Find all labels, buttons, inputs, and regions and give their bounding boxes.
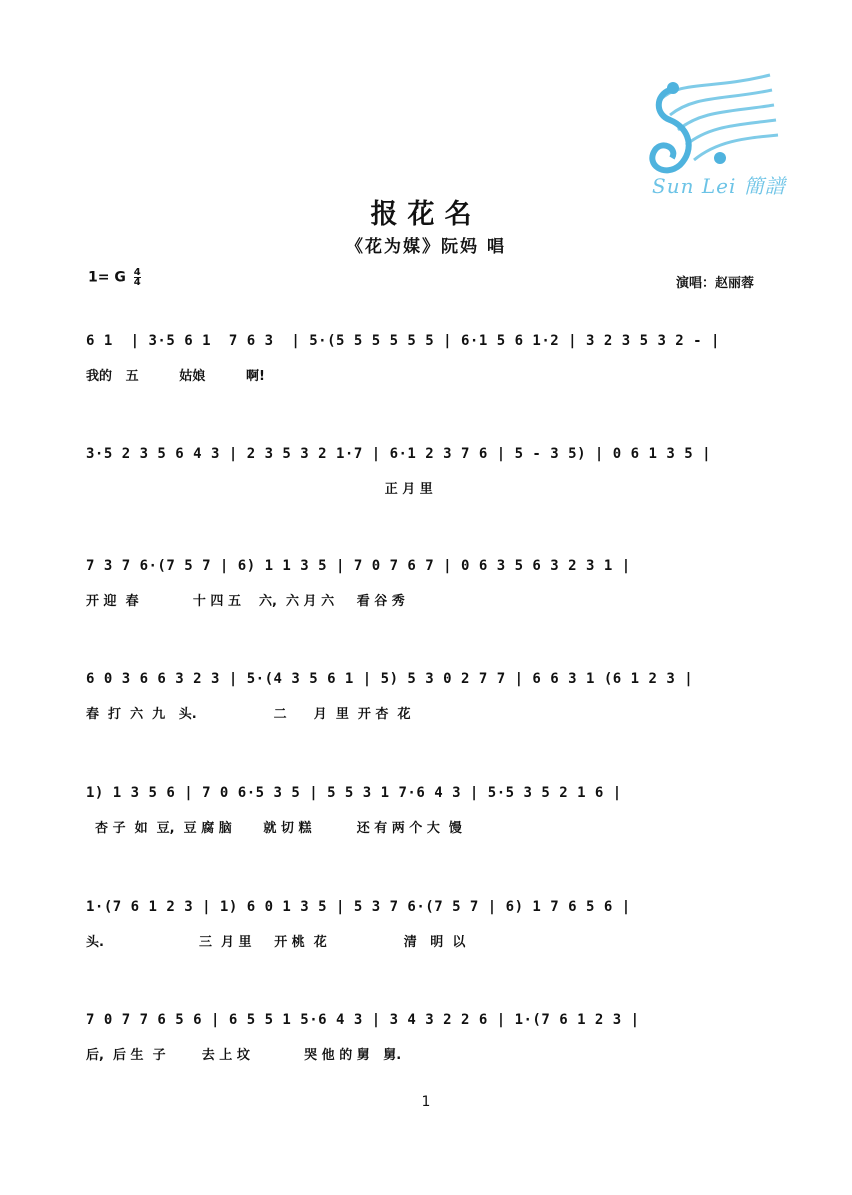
time-top: 4	[133, 267, 141, 278]
key-label: 1= G	[88, 269, 126, 286]
logo-text: Sun Lei 簡譜	[652, 174, 786, 198]
notation-line: 1) 1 3 5 6 | 7 0 6·5 3 5 | 5 5 3 1 7·6 4 3 | 5·5 3 5 2 1 6 |	[86, 785, 622, 801]
notation-line: 3·5 2 3 5 6 4 3 | 2 3 5 3 2 1·7 | 6·1 2 3 7 6 | 5 - 3 5) | 0 6 1 3 5 |	[86, 446, 712, 462]
lyrics-line: 正 月 里	[86, 482, 433, 497]
song-title: 报花名	[370, 199, 482, 230]
lyrics-line: 杏 子 如 豆, 豆 腐 脑 就 切 糕 还 有 两 个 大 馒	[86, 821, 462, 836]
lyrics-line: 头. 三 月 里 开 桃 花 清 明 以	[86, 935, 466, 950]
page-number: 1	[421, 1094, 431, 1110]
key-signature	[88, 268, 141, 287]
notation-line: 7 3 7 6·(7 5 7 | 6) 1 1 3 5 | 7 0 7 6 7 | 0 6 3 5 6 3 2 3 1 |	[86, 558, 631, 574]
time-bottom: 4	[133, 277, 141, 288]
notation-line: 6 0 3 6 6 3 2 3 | 5·(4 3 5 6 1 | 5) 5 3 0 2 7 7 | 6 6 3 1 (6 1 2 3 |	[86, 671, 694, 687]
lyrics-line: 开 迎 春 十 四 五 六, 六 月 六 看 谷 秀	[86, 594, 405, 609]
lyrics-line: 春 打 六 九 头. 二 月 里 开 杏 花	[86, 707, 411, 722]
lyrics-line: 我的 五 姑娘 啊!	[86, 369, 265, 384]
singer-credit: 演唱：赵丽蓉	[676, 276, 755, 291]
notation-line: 7 0 7 7 6 5 6 | 6 5 5 1 5·6 4 3 | 3 4 3 2 2 6 | 1·(7 6 1 2 3 |	[86, 1012, 640, 1028]
notation-line: 6 1 | 3·5 6 1 7 6 3 | 5·(5 5 5 5 5 5 | 6·1 5 6 1·2 | 3 2 3 5 3 2 - |	[86, 333, 720, 349]
lyrics-line: 后, 后 生 子 去 上 坟 哭 他 的 舅 舅.	[86, 1048, 402, 1063]
time-signature	[134, 268, 141, 287]
notation-line: 1·(7 6 1 2 3 | 1) 6 0 1 3 5 | 5 3 7 6·(7 5 7 | 6) 1 7 6 5 6 |	[86, 899, 631, 915]
song-subtitle: 《花为媒》阮妈 唱	[346, 237, 506, 257]
